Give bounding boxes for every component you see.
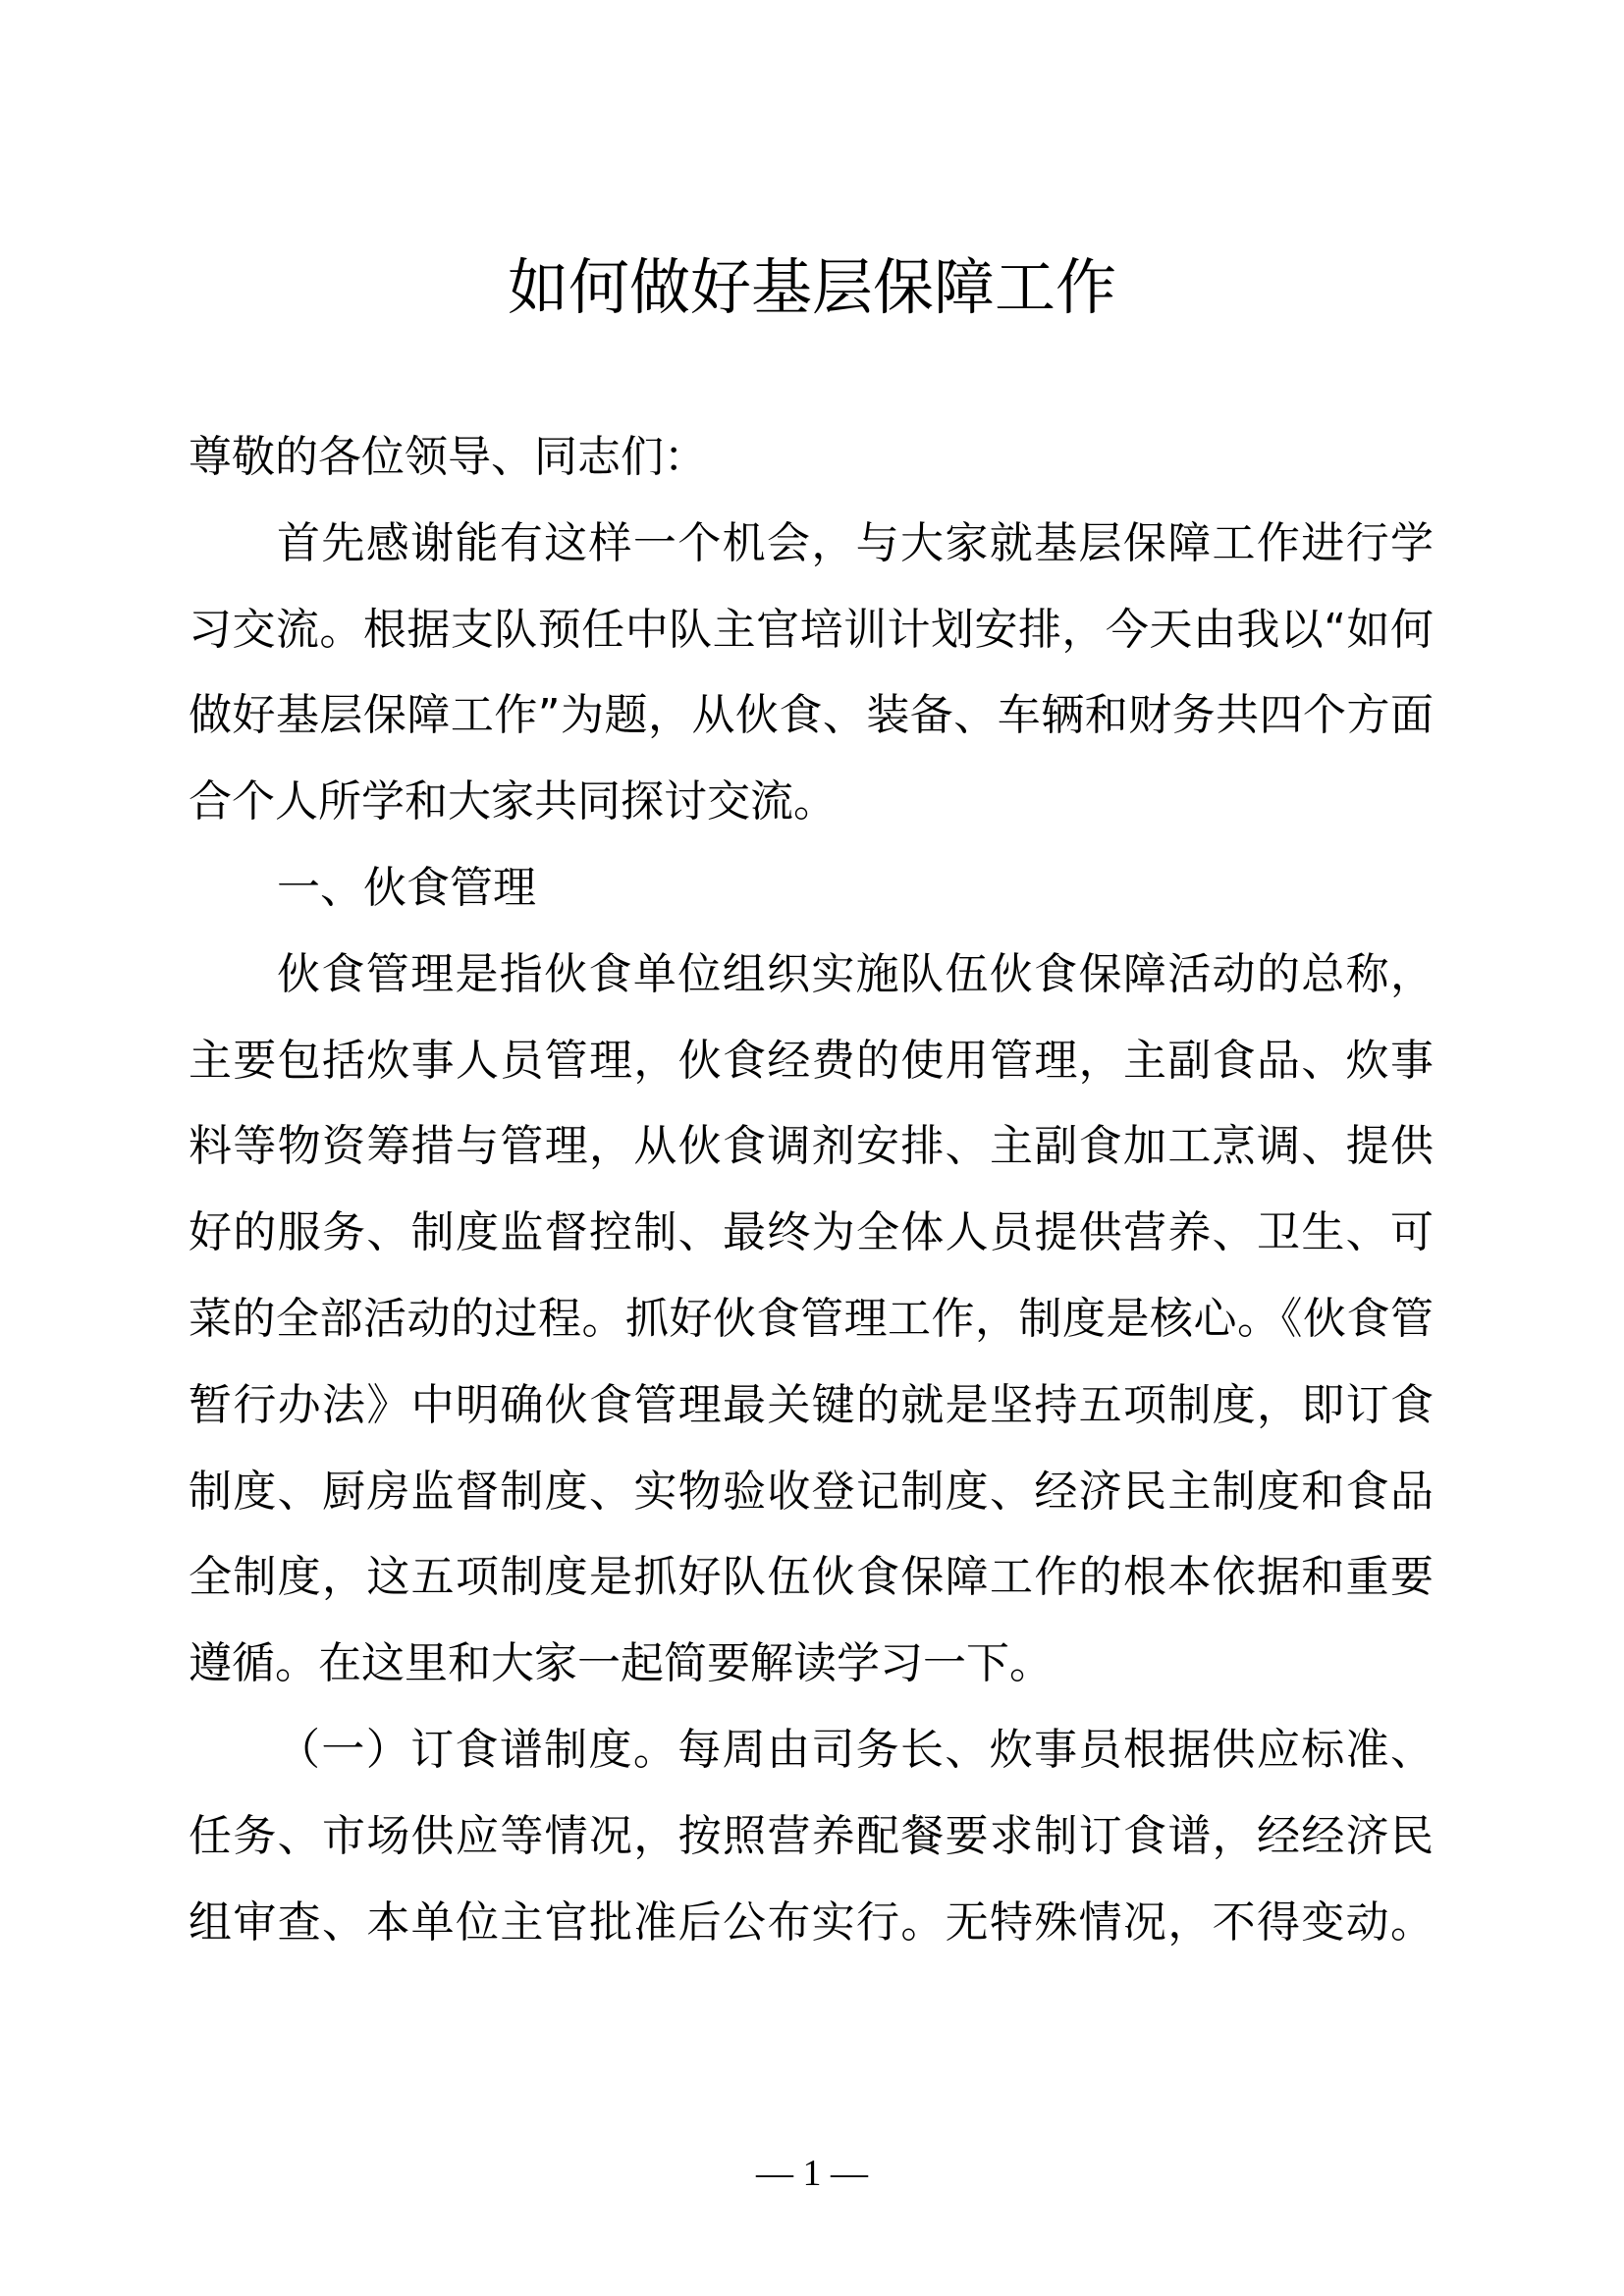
paragraph-line: 菜的全部活动的过程。抓好伙食管理工作，制度是核心。《伙食管 <box>189 1293 1434 1344</box>
document-title: 如何做好基层保障工作 <box>507 251 1116 323</box>
paragraph-line: 遵循。在这里和大家一起简要解读学习一下。 <box>189 1638 1053 1689</box>
paragraph-line: 合个人所学和大家共同探讨交流。 <box>189 776 837 828</box>
paragraph-line: 全制度，这五项制度是抓好队伍伙食保障工作的根本依据和重要 <box>189 1552 1434 1603</box>
paragraph-line: 任务、市场供应等情况，按照营养配餐要求制订食谱，经经济民 <box>189 1810 1434 1861</box>
paragraph-line: 习交流。根据支队预任中队主官培训计划安排，今天由我以“如何 <box>189 604 1434 655</box>
paragraph-line: 伙食管理是指伙食单位组织实施队伍伙食保障活动的总称， <box>277 948 1434 999</box>
section-heading: 一、伙食管理 <box>277 862 536 913</box>
paragraph-line: 料等物资筹措与管理，从伙食调剂安排、主副食加工烹调、提供 <box>189 1121 1434 1172</box>
paragraph-line: 首先感谢能有这样一个机会，与大家就基层保障工作进行学 <box>277 517 1434 568</box>
paragraph-line: 做好基层保障工作”为题，从伙食、装备、车辆和财务共四个方面 <box>189 690 1434 741</box>
paragraph-line: 制度、厨房监督制度、实物验收登记制度、经济民主制度和食品 <box>189 1466 1434 1517</box>
paragraph-line: 好的服务、制度监督控制、最终为全体人员提供营养、卫生、可 <box>189 1207 1434 1258</box>
paragraph-line: 主要包括炊事人员管理，伙食经费的使用管理，主副食品、炊事 <box>189 1035 1434 1086</box>
paragraph-line: 组审查、本单位主官批准后公布实行。无特殊情况，不得变动。 <box>189 1896 1434 1948</box>
paragraph-line: 暂行办法》中明确伙食管理最关键的就是坚持五项制度，即订食 <box>189 1379 1434 1430</box>
salutation: 尊敬的各位领导、同志们： <box>189 432 707 482</box>
paragraph-line: （一）订食谱制度。每周由司务长、炊事员根据供应标准、 <box>277 1724 1434 1775</box>
page-number: — 1 — <box>756 2153 868 2194</box>
document-body <box>189 414 1434 1965</box>
